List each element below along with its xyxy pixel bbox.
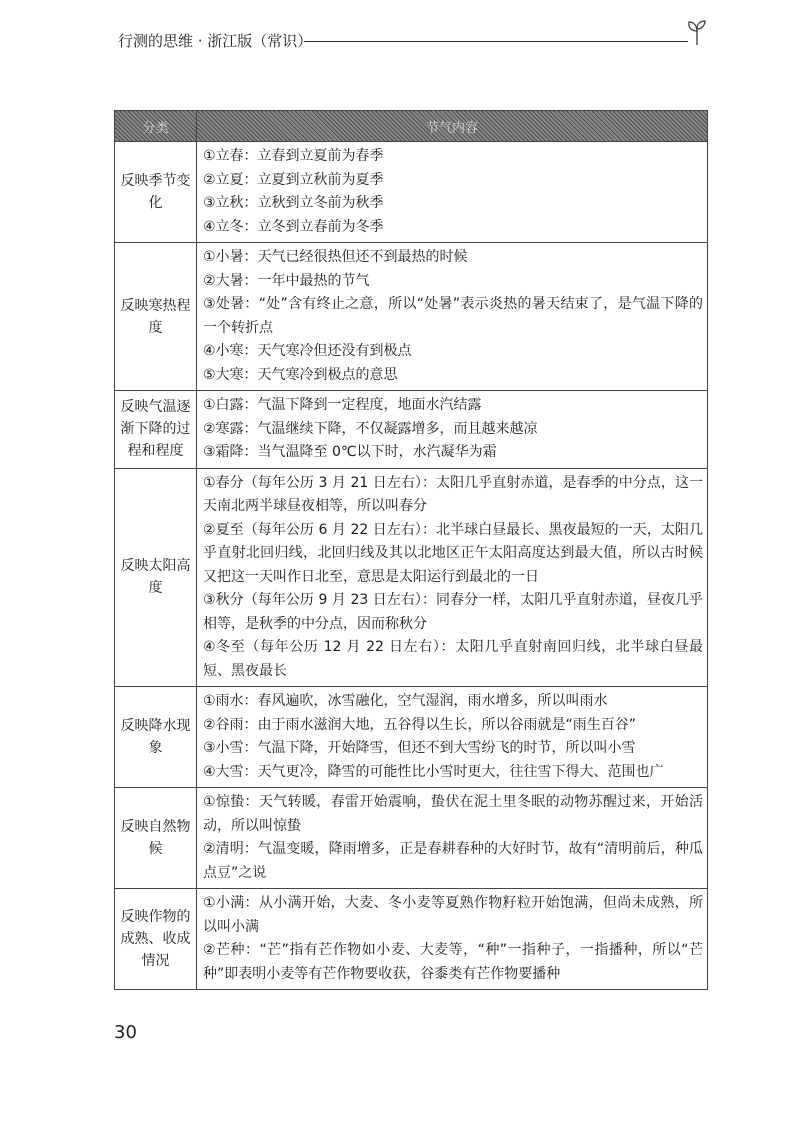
category-cell: 反映自然物候 (115, 788, 197, 889)
term-line: ⑤大寒：天气寒冷到极点的意思 (203, 366, 398, 383)
content-cell (197, 391, 708, 469)
table-header-row (115, 111, 708, 142)
content-cell (197, 468, 708, 687)
term-line: ④小寒：天气寒冷但还没有到极点 (203, 343, 412, 359)
category-cell: 反映寒热程度 (115, 243, 197, 391)
term-line: ②夏至（每年公历 6 月 22 日左右）：北半球白昼最长、黑夜最短的一天，太阳几乎直射北回归线，北回归线及其以北地区正午太阳高度达到最大值，所以古时候又把这一天叫作日北至，意思是太阳运行到最北的一日 (203, 521, 703, 585)
solar-terms-table (114, 110, 708, 990)
header-title: 行测的思维 · 浙江版（常识） (118, 32, 313, 50)
category-cell: 反映太阳高度 (115, 468, 197, 687)
term-line: ②芒种：“芒”指有芒作物如小麦、大麦等，“种”一指种子，一指播种，所以“芒种”即表明小麦等有芒作物要收获，谷黍类有芒作物要播种 (203, 942, 703, 982)
sprout-icon (686, 18, 708, 46)
term-line: ④冬至（每年公历 12 月 22 日左右）：太阳几乎直射南回归线，北半球白昼最短、黑夜最长 (203, 639, 703, 679)
content-cell (197, 243, 708, 391)
term-line: ③秋分（每年公历 9 月 23 日左右）：同春分一样，太阳几乎直射赤道，昼夜几乎相等，是秋季的中分点，因而称秋分 (203, 592, 703, 632)
term-line: ②立夏：立夏到立秋前为夏季 (203, 171, 384, 188)
term-line: ③处暑：“处”含有终止之意，所以“处暑”表示炎热的暑天结束了，是气温下降的一个转折点 (203, 296, 703, 336)
term-line: ③小雪：气温下降，开始降雪，但还不到大雪纷飞的时节，所以叫小雪 (203, 740, 636, 756)
column-header-category: 分类 (115, 111, 197, 142)
table-row (115, 687, 708, 788)
category-cell: 反映季节变化 (115, 142, 197, 243)
table-row (115, 889, 708, 990)
term-line: ①小暑：天气已经很热但还不到最热的时候 (203, 249, 468, 265)
content-cell (197, 889, 708, 990)
column-header-content: 节气内容 (197, 111, 708, 142)
category-cell: 反映降水现象 (115, 687, 197, 788)
page-header (118, 28, 708, 52)
term-line: ①小满：从小满开始，大麦、冬小麦等夏熟作物籽粒开始饱满，但尚未成熟，所以叫小满 (203, 895, 703, 935)
term-line: ③霜降：当气温降至 0℃以下时，水汽凝华为霜 (203, 444, 497, 460)
term-line: ①春分（每年公历 3 月 21 日左右）：太阳几乎直射赤道，是春季的中分点，这一天南北两半球昼夜相等，所以叫春分 (203, 474, 703, 514)
table-row (115, 142, 708, 243)
content-cell (197, 788, 708, 889)
term-line: ④立冬：立冬到立春前为冬季 (203, 218, 384, 235)
table-row (115, 243, 708, 391)
term-line: ②大暑：一年中最热的节气 (203, 272, 370, 289)
page-number: 30 (114, 1022, 137, 1043)
table-row (115, 391, 708, 469)
table-row (115, 468, 708, 687)
term-line: ①雨水：春风遍吹，冰雪融化，空气湿润，雨水增多，所以叫雨水 (203, 693, 608, 709)
term-line: ②清明：气温变暖，降雨增多，正是春耕春种的大好时节，故有“清明前后，种瓜点豆”之说 (203, 841, 703, 881)
term-line: ②寒露：气温继续下降，不仅凝露增多，而且越来越凉 (203, 420, 538, 437)
term-line: ①立春：立春到立夏前为春季 (203, 148, 384, 164)
category-cell: 反映气温逐渐下降的过程和程度 (115, 391, 197, 469)
term-line: ③立秋：立秋到立冬前为秋季 (203, 195, 384, 211)
table-row (115, 788, 708, 889)
term-line: ④大雪：天气更冷，降雪的可能性比小雪时更大，往往雪下得大、范围也广 (203, 763, 664, 780)
term-line: ①惊蛰：天气转暖，春雷开始震响，蛰伏在泥土里冬眠的动物苏醒过来，开始活动，所以叫惊蛰 (203, 794, 703, 834)
category-cell: 反映作物的成熟、收成情况 (115, 889, 197, 990)
term-line: ①白露：气温下降到一定程度，地面水汽结露 (203, 397, 482, 413)
content-cell (197, 142, 708, 243)
term-line: ②谷雨：由于雨水滋润大地，五谷得以生长，所以谷雨就是“雨生百谷” (203, 716, 637, 733)
content-cell (197, 687, 708, 788)
header-rule (304, 41, 688, 42)
